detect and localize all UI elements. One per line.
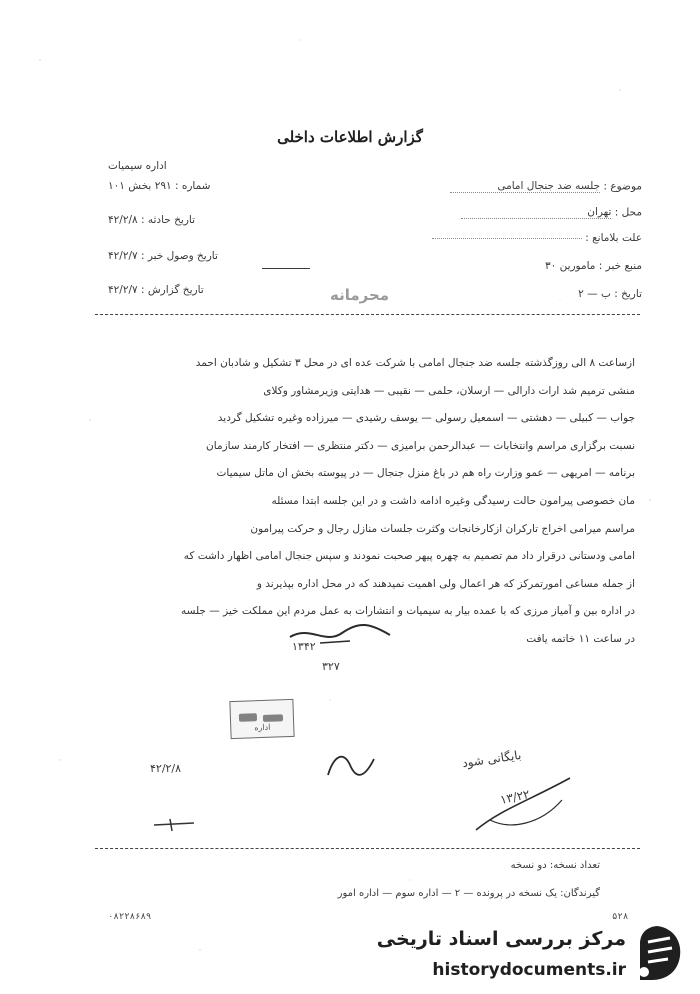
body-line: مان خصوصی پیرامون حالت رسیدگی وغیره ادامه داشت و در این جلسه ابتدا مسئله <box>271 494 635 507</box>
report-date-value: ۴۲/۲/۷ <box>108 284 138 296</box>
body-line: مراسم میرامی اخراج تارکران ازکارخانجات وکثرت جلسات منازل رجال و حرکت پیرامون <box>250 522 635 535</box>
stamp-text: اداره <box>254 722 271 733</box>
scroll-icon <box>630 922 684 984</box>
source-tag-label: علت بلامانع <box>592 232 642 244</box>
place-field: محل : تهران <box>461 206 642 219</box>
number-label: شماره <box>181 180 211 192</box>
received-date-value: ۴۲/۲/۷ <box>108 250 138 262</box>
stamp-mark <box>263 714 283 722</box>
logo-url: historydocuments.ir <box>432 960 626 980</box>
page-mark: ۵۲۸ <box>612 912 629 922</box>
body-line: جواب — کبیلی — دهشتی — اسمعیل رسولی — یوسف رشیدی — میرزاده وغیره تشکیل گردید <box>217 412 635 425</box>
handwritten-initials: ۱۳/۲۲ <box>498 787 531 807</box>
topic-field: موضوع : جلسه ضد جنجال امامی <box>450 180 642 193</box>
event-date-field: تاریخ حادثه : ۴۲/۲/۸ <box>108 214 196 226</box>
place-label: محل <box>621 206 642 219</box>
department-field <box>108 160 167 172</box>
footer-separator <box>95 848 640 849</box>
number-field: شماره : ۲۹۱ بخش ۱۰۱ <box>108 180 211 192</box>
handwritten-note: بایگانی شود <box>461 747 523 771</box>
margin-number: ۱۳۴۲ <box>292 640 316 653</box>
place-value: تهران <box>461 206 611 219</box>
date-value: ب — ۲ <box>578 288 611 300</box>
header-separator <box>95 314 640 315</box>
report-body <box>95 350 635 654</box>
archive-code: ۰۸۲۲۸۶۸۹ <box>108 912 152 922</box>
handwritten-date: ۴۲/۲/۸ <box>150 762 182 775</box>
date-label: تاریخ <box>621 288 642 300</box>
body-line: در ساعت ۱۱ خاتمه یافت <box>526 632 635 645</box>
source-label: منبع خبر <box>605 260 642 272</box>
date-field: تاریخ : ب — ۲ <box>578 288 642 300</box>
initial-scribble <box>320 745 380 785</box>
topic-value: جلسه ضد جنجال امامی <box>450 180 600 193</box>
cc-line: گیرندگان: یک نسخه در پرونده — ۲ — اداره سوم — اداره امور <box>337 888 600 899</box>
body-line: منشی ترمیم شد ارات دارالی — ارسلان، حلمی — نقیبی — هدایتی وزیرمشاور وکلای <box>263 384 635 397</box>
body-line: برنامه — امریهی — عمو وزارت راه هم در باغ منزل جنجال — در پیوسته بخش ان ماتل سیمیات <box>216 467 635 480</box>
archive-logo <box>376 916 686 990</box>
stamp-mark <box>239 713 257 722</box>
body-line: ازساعت ۸ الی روزگذشته جلسه ضد جنجال امامی با شرکت عده ای در محل ۳ تشکیل و شادبان احمد <box>195 357 635 369</box>
event-date-label: تاریخ حادثه <box>147 214 196 226</box>
report-date-field: تاریخ گزارش : ۴۲/۲/۷ <box>108 284 204 296</box>
header-short-rule <box>262 268 310 269</box>
source-tag-field: علت بلامانع : <box>432 232 642 244</box>
report-date-label: تاریخ گزارش <box>147 284 204 296</box>
source-value: مامورین ۳۰ <box>544 260 596 272</box>
logo-title: مرکز بررسی اسناد تاریخی <box>376 928 626 950</box>
confidential-stamp: محرمانه <box>330 286 390 304</box>
event-date-value: ۴۲/۲/۸ <box>108 214 138 226</box>
office-stamp <box>229 699 294 739</box>
copies-line: تعداد نسخه: دو نسخه <box>510 860 600 871</box>
topic-label: موضوع <box>610 180 642 193</box>
source-field: منبع خبر : مامورین ۳۰ <box>544 260 642 272</box>
body-line: در اداره بین و آمیاز مرزی که با عمده بیار به سیمیات و انتشارات به عمل مردم این مملکت خیز — جلسه <box>180 605 635 618</box>
margin-code: ۳۲۷ <box>322 660 340 673</box>
small-mark <box>150 815 200 835</box>
document-title: گزارش اطلاعات داخلی <box>277 128 423 146</box>
department-value: اداره سیمیات <box>108 160 167 172</box>
received-date-field: تاریخ وصول خبر : ۴۲/۲/۷ <box>108 250 218 262</box>
number-value: ۲۹۱ بخش ۱۰۱ <box>108 180 172 192</box>
body-line: نسبت برگزاری مراسم وانتخابات — عبدالرحمن برامیزی — دکتر منتظری — افتخار کارمند سازمان <box>206 439 635 452</box>
body-line: امامی ودستانی درقرار داد مم تصمیم به چهره پیهر صحبت نمودند و سپس جنجال امامی اظهار داشت که <box>183 550 635 563</box>
body-line: از جمله مساعی امورتمرکز که هر اعمال ولی اهمیت نمیدهند که در محل اداره بپذیرند و <box>256 577 635 590</box>
received-date-label: تاریخ وصول خبر <box>147 250 218 262</box>
source-tag-value <box>432 238 582 239</box>
large-scribble <box>470 770 580 840</box>
